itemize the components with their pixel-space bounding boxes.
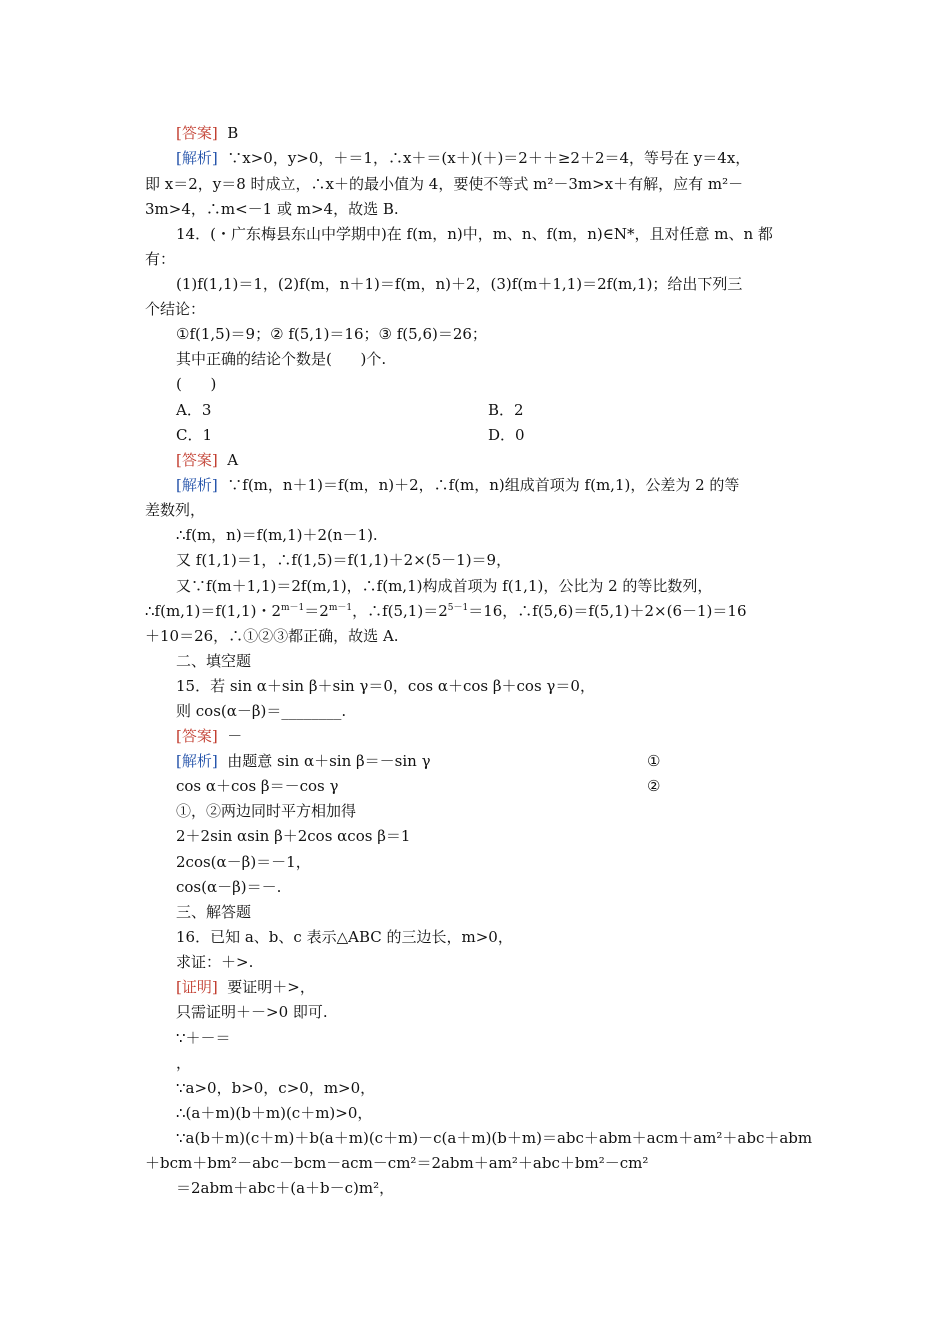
answer-line-13: [答案] B: [176, 124, 239, 142]
equation-marker-1: ①: [647, 752, 661, 770]
analysis-line-15-1: [解析] 由题意 sin α＋sin β＝－sin γ: [176, 752, 431, 770]
question-14-stem-2: 有：: [145, 250, 176, 268]
proof-line-9: ＝2abm＋abc＋(a＋b－c)m²，: [176, 1179, 395, 1197]
question-15-stem-2: 则 cos(α－β)＝________.: [176, 702, 347, 720]
analysis-line-14-7: ＋10＝26，∴①②③都正确，故选 A.: [145, 627, 399, 645]
question-16-stem-2: 求证：＋>.: [176, 953, 254, 971]
question-14-prompt: 其中正确的结论个数是( )个.: [176, 350, 387, 368]
analysis-line-15-2: cos α＋cos β＝－cos γ: [176, 777, 339, 795]
question-14-conditions-2: 个结论：: [145, 300, 206, 318]
option-d: D．0: [488, 426, 525, 444]
question-15-stem: 15．若 sin α＋sin β＋sin γ＝0，cos α＋cos β＋cos γ＝0，: [176, 677, 595, 695]
proof-line-7: ∵a(b＋m)(c＋m)＋b(a＋m)(c＋m)－c(a＋m)(b＋m)＝abc＋abm＋acm＋am²＋abc＋abm: [176, 1129, 813, 1147]
proof-line-1: [证明] 要证明＋>，: [176, 978, 315, 996]
analysis-line-15-3: ①，②两边同时平方相加得: [176, 802, 357, 820]
analysis-line-13-1: [解析] ∵x>0，y>0，＋＝1，∴x＋＝(x＋)(＋)＝2＋＋≥2＋2＝4，等号在 y＝4x，: [176, 149, 751, 167]
answer-line-14: [答案] A: [176, 451, 239, 469]
proof-line-3: ∵＋－＝: [176, 1029, 231, 1047]
analysis-line-14-5: 又∵f(m＋1,1)＝2f(m,1)，∴f(m,1)构成首项为 f(1,1)，公比为 2 的等比数列，: [176, 577, 713, 595]
proof-line-8: ＋bcm＋bm²－abc－bcm－acm－cm²＝2abm＋am²＋abc＋bm²－cm²: [145, 1154, 649, 1172]
option-c: C．1: [176, 426, 213, 444]
analysis-line-14-2: 差数列，: [145, 501, 206, 519]
equation-marker-2: ②: [647, 777, 661, 795]
proof-line-4: ，: [176, 1054, 192, 1072]
question-14-conditions: (1)f(1,1)＝1，(2)f(m，n＋1)＝f(m，n)＋2，(3)f(m＋1,1)＝2f(m,1)；给出下列三: [176, 275, 743, 293]
proof-line-6: ∴(a＋m)(b＋m)(c＋m)>0，: [176, 1104, 373, 1122]
question-16-stem: 16．已知 a、b、c 表示△ABC 的三边长，m>0，: [176, 928, 513, 946]
option-a: A．3: [176, 401, 212, 419]
question-14-stem: 14．(・广东梅县东山中学期中)在 f(m，n)中，m、n、f(m，n)∈N*，且对任意 m、n 都: [176, 225, 773, 243]
section-heading-fill-blank: 二、填空题: [176, 652, 252, 670]
analysis-line-13-3: 3m>4，∴m<－1 或 m>4，故选 B.: [145, 200, 399, 218]
analysis-line-14-1: [解析] ∵f(m，n＋1)＝f(m，n)＋2，∴f(m，n)组成首项为 f(m,1)，公差为 2 的等: [176, 476, 740, 494]
analysis-line-15-6: cos(α－β)＝－.: [176, 878, 282, 896]
proof-line-2: 只需证明＋－>0 即可.: [176, 1003, 328, 1021]
proof-line-5: ∵a>0，b>0，c>0，m>0，: [176, 1079, 376, 1097]
section-heading-solve: 三、解答题: [176, 903, 252, 921]
analysis-line-13-2: 即 x＝2，y＝8 时成立，∴x＋的最小值为 4，要使不等式 m²－3m>x＋有解，应有 m²－: [145, 175, 744, 193]
analysis-line-15-5: 2cos(α－β)＝－1，: [176, 853, 311, 871]
analysis-line-15-4: 2＋2sin αsin β＋2cos αcos β＝1: [176, 827, 411, 845]
option-b: B．2: [488, 401, 524, 419]
question-14-conclusions: ①f(1,5)＝9；② f(5,1)＝16；③ f(5,6)＝26；: [176, 325, 487, 343]
analysis-line-14-3: ∴f(m，n)＝f(m,1)＋2(n－1).: [176, 526, 378, 544]
analysis-line-14-6: ∴f(m,1)＝f(1,1)・$2^{m-1}=2^{m-1}$，$\therefore f(5,1)=2^{5-1}=16$，∴f(5,6)＝f(5,1)＋2×(6－1)＝16: [145, 602, 747, 620]
analysis-line-14-4: 又 f(1,1)＝1，∴f(1,5)＝f(1,1)＋2×(5－1)＝9，: [176, 551, 512, 569]
question-14-blank: ( ): [176, 375, 217, 393]
answer-line-15: [答案] －: [176, 727, 243, 745]
